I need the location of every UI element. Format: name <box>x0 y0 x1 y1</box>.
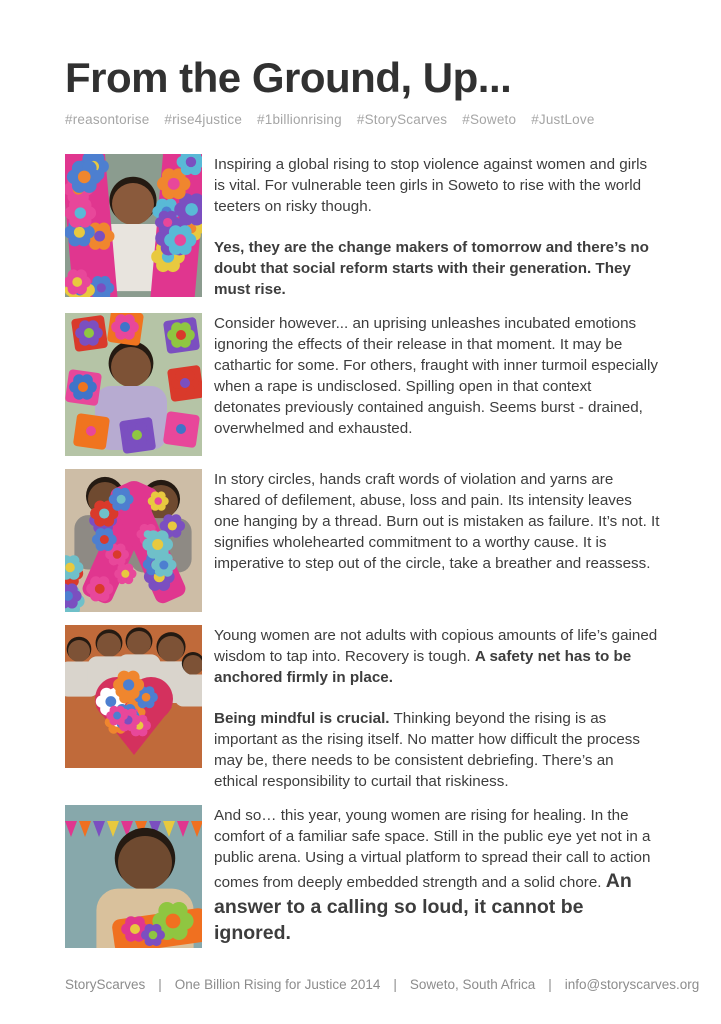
page-title: From the Ground, Up... <box>65 54 512 101</box>
content-row <box>65 154 660 300</box>
bold-text: A safety net has to be anchored firmly in place. <box>214 648 632 686</box>
footer-separator: | <box>158 977 162 992</box>
paragraph <box>214 708 660 792</box>
section-text <box>214 805 660 946</box>
hashtag: #rise4justice <box>164 112 243 127</box>
hashtag: #reasontorise <box>65 112 150 127</box>
content-row <box>65 469 660 612</box>
paragraph <box>214 313 660 439</box>
content-row <box>65 805 660 948</box>
footer-item: StoryScarves <box>65 977 146 992</box>
bold-text: An answer to a calling so loud, it cannot be ignored. <box>214 870 632 944</box>
paragraph <box>214 237 660 300</box>
paragraph <box>214 154 660 217</box>
section-text <box>214 154 660 300</box>
footer <box>65 977 700 992</box>
body-text: And so… this year, young women are rising for healing. In the comfort of a familiar safe space. Still in the public eye yet not in a public arena. Using a virtual platform to spread their call to action comes from deeply embedded strength and a solid chore. <box>214 807 651 891</box>
hashtag-row <box>65 112 660 127</box>
footer-item: info@storyscarves.org <box>564 977 700 992</box>
photo-crochet-squares <box>65 313 202 456</box>
footer-item: One Billion Rising for Justice 2014 <box>174 977 381 992</box>
content-rows <box>65 154 660 948</box>
hashtag: #StoryScarves <box>356 112 448 127</box>
hashtag: #Soweto <box>462 112 517 127</box>
body-text: Consider however... an uprising unleashes incubated emotions ignoring the effects of their release in that moment. It may be cathartic for some. For others, fraught with inner turmoil especially when a rape is undisclosed. Spilling open in that context detonates previously contained anguish. Seems burst - drained, overwhelmed and exhausted. <box>214 315 658 437</box>
paragraph <box>214 805 660 946</box>
photo-letter-v <box>65 469 202 612</box>
footer-separator: | <box>548 977 552 992</box>
footer-item: Soweto, South Africa <box>409 977 536 992</box>
footer-separator: | <box>393 977 397 992</box>
body-text: Thinking beyond the rising is as important as the rising itself. No matter how difficult the process may be, there needs to be consistent debriefing. There’s an ethical responsibility to curtail that riskiness. <box>214 710 640 790</box>
bold-text: Yes, they are the change makers of tomorrow and there’s no doubt that social reform starts with their generation. They must rise. <box>214 239 649 298</box>
photo-flower-heart <box>65 625 202 768</box>
body-text: Young women are not adults with copious amounts of life’s gained wisdom to tap into. Recovery is tough. <box>214 627 658 665</box>
body-text: In story circles, hands craft words of violation and yarns are shared of defilement, abuse, loss and pain. Its intensity leaves one hanging by a thread. Burn out is mistaken as failure. It’s not. It signifies wholehearted commitment to a worthy cause. It is imperative to step out of the circle, take a breather and reassess. <box>214 471 660 572</box>
section-text <box>214 469 660 574</box>
photo-scarf-panels <box>65 154 202 297</box>
section-text <box>214 625 660 792</box>
content-row <box>65 313 660 456</box>
section-text <box>214 313 660 439</box>
paragraph <box>214 469 660 574</box>
hashtag: #1billionrising <box>257 112 342 127</box>
bold-text: Being mindful is crucial. <box>214 710 390 727</box>
content-row <box>65 625 660 792</box>
photo-laughing-woman <box>65 805 202 948</box>
paragraph <box>214 625 660 688</box>
hashtag: #JustLove <box>531 112 595 127</box>
body-text: Inspiring a global rising to stop violence against women and girls is vital. For vulnerable teen girls in Soweto to rise with the world teeters on risky though. <box>214 156 648 215</box>
